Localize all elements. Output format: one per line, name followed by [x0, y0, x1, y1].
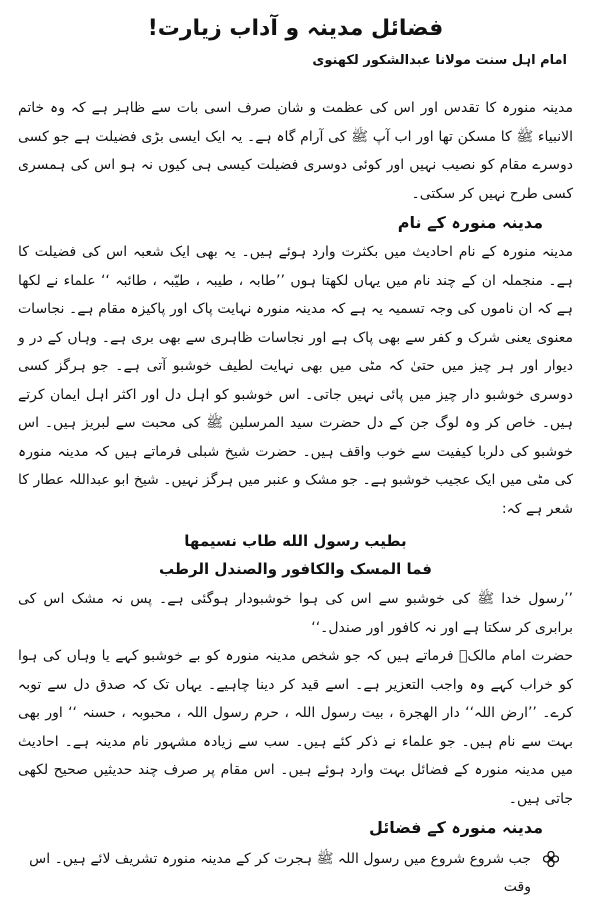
names-paragraph: مدینہ منورہ کے نام احادیث میں بکثرت وارد ہوئے ہیں۔ یہ بھی ایک شعبہ اس کی فضیلت کا ہے۔ منجملہ ان کے چند نام میں یہاں لکھتا ہوں ’’طابہ ، طیبہ ، طیّبہ ، طائبہ ‘‘ علماء نے لکھا ہے کہ ان ناموں کی وجہ تسمیہ یہ ہے کہ مدینہ منورہ نہایت پاک اور پاکیزہ مقام ہے۔ نجاسات معنوی یعنی شرک و کفر سے بھی پاک ہے اور نجاسات ظاہری سے بھی بری ہے۔ وہاں کے در و دیوار اور ہر چیز میں حتیٰ کہ مٹی میں بھی نہایت لطیف خوشبو آتی ہے۔ جو ہرگز کسی دوسری خوشبو دار چیز میں پائی نہیں جاتی۔ اس خوشبو کو اہل دل اور اکثر اہل ایمان کرتے ہیں۔ خاص کر وہ لوگ جن کے دل حضرت سید المرسلین ﷺ کی محبت سے لبریز ہیں۔ اس خوشبو کی دلربا کیفیت سے خوب واقف ہیں۔ حضرت شیخ شبلی فرماتے ہیں کہ مدینہ منورہ کی مٹی میں ایک عجیب خوشبو ہے۔ جو مشک و عنبر میں ہرگز نہیں۔ شیخ ابو عبداللہ عطار کا شعر ہے کہ: — [18, 244, 573, 517]
flower-bullet-icon — [543, 851, 559, 867]
poem-line-1: بطیب رسول الله طاب نسیمها — [184, 532, 407, 550]
section-heading-virtues: مدینہ منورہ کے فضائل — [368, 818, 543, 837]
document-title: فضائل مدینہ و آداب زیارت! — [147, 16, 444, 41]
poem-line-2: فما المسک والکافور والصندل الرطب — [159, 560, 432, 578]
malik-paragraph: حضرت امام مالکؒ فرماتے ہیں کہ جو شخص مدینہ منورہ کو بے خوشبو کہے یا وہاں کی ہوا کو خراب کہے وہ واجب التعزیر ہے۔ اسے قید کر دینا چاہیے۔ یہاں تک کہ صدق دل سے توبہ کرے۔ ’’ارض اللہ‘‘ دار الھجرة ، بیت رسول اللہ ، حرم رسول اللہ ، محبوبہ ، حسنہ ‘‘ اور بھی بہت سے نام ہیں۔ جو علماء نے ذکر کئے ہیں۔ سب سے زیادہ مشہور نام مدینہ ہے۔ احادیث میں مدینہ منورہ کے فضائل بہت وارد ہوئے ہیں۔ اس مقام پر صرف چند حدیثیں صحیح لکھی جاتی ہیں۔ — [18, 648, 573, 807]
author-line: امام اہل سنت مولانا عبدالشکور لکھنوی — [312, 53, 567, 68]
bullet-text: جب شروع شروع میں رسول اللہ ﷺ ہجرت کر کے مدینہ منورہ تشریف لائے ہیں۔ اس وقت — [29, 851, 531, 895]
section-heading-names: مدینہ منورہ کے نام — [397, 213, 543, 232]
bullet-item — [18, 845, 573, 901]
intro-paragraph: مدینہ منورہ کا تقدس اور اس کی عظمت و شان صرف اسی بات سے ظاہر ہے کہ وہ خاتم الانبیاء ﷺ کا مسکن تھا اور اب آپ ﷺ کی آرام گاہ ہے۔ یہ ایک ایسی بڑی فضیلت ہے جو کسی دوسرے مقام کو نصیب نہیں اور کوئی دوسری فضیلت کیسی ہی کیوں نہ ہو اس کی ہمسری کسی طرح نہیں کر سکتی۔ — [18, 100, 573, 202]
poem-block — [18, 527, 573, 583]
translation-paragraph: ’’رسول خدا ﷺ کی خوشبو سے اس کی ہوا خوشبودار ہوگئی ہے۔ پس نہ مشک اس کی برابری کر سکتا ہے اور نہ کافور اور صندل۔‘‘ — [18, 591, 573, 636]
